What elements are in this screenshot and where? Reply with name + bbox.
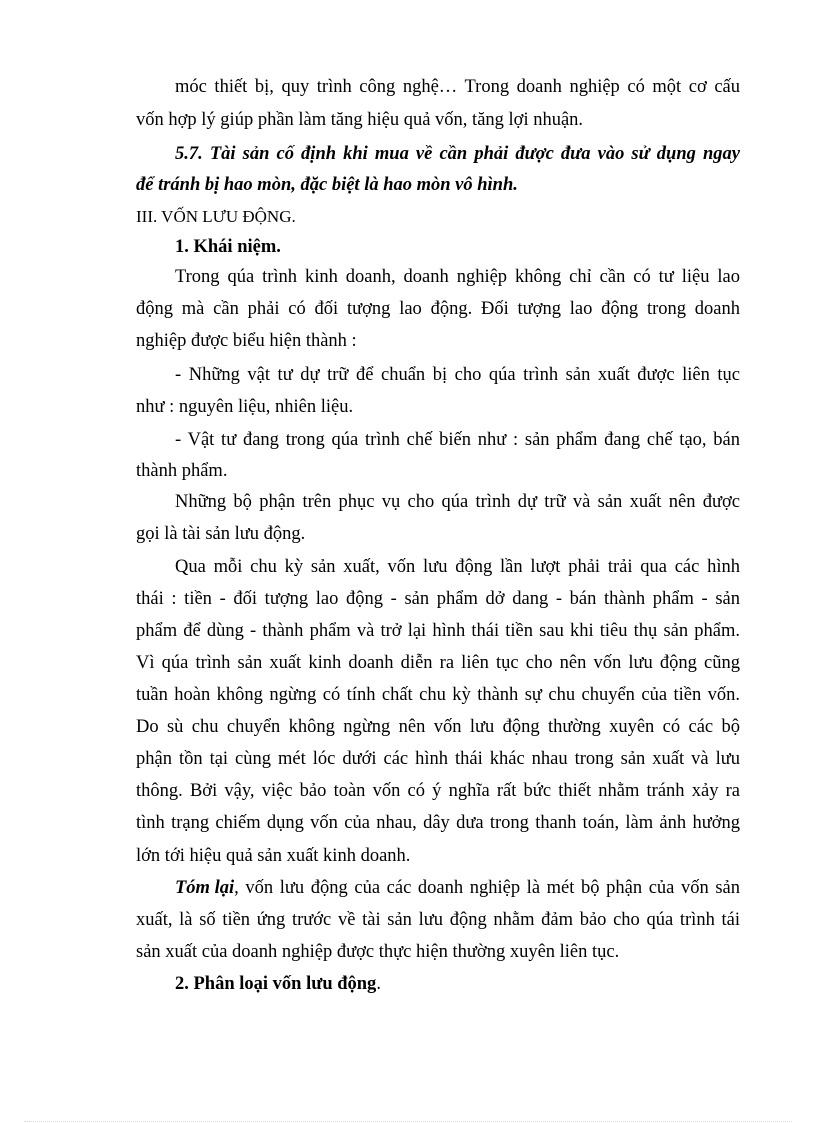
- text-line: Qua mỗi chu kỳ sản xuất, vốn lưu động lần lượt phải trải qua các hình: [175, 557, 740, 577]
- text-line: móc thiết bị, quy trình công nghệ… Trong doanh nghiệp có một cơ cấu: [175, 77, 740, 97]
- text-line: nghiệp được biểu hiện thành :: [136, 331, 357, 351]
- text-line: Do sù chu chuyển không ngừng nên vốn lưu động thường xuyên có các bộ: [136, 717, 740, 737]
- text-line: lớn tới hiệu quả sản xuất kinh doanh.: [136, 846, 411, 866]
- text-line: vốn hợp lý giúp phần làm tăng hiệu quả vốn, tăng lợi nhuận.: [136, 110, 584, 130]
- text-line: Trong qúa trình kinh doanh, doanh nghiệp không chỉ cần có tư liệu lao: [175, 267, 740, 287]
- subheading-period: .: [376, 974, 381, 994]
- text-line: Những bộ phận trên phục vụ cho qúa trình dự trữ và sản xuất nên được: [175, 492, 740, 512]
- text-line: như : nguyên liệu, nhiên liệu.: [136, 397, 354, 417]
- section-heading: III. VỐN LƯU ĐỘNG.: [136, 207, 296, 226]
- text-line: , vốn lưu động của các doanh nghiệp là mét bộ phận của vốn sản: [234, 878, 740, 898]
- heading-5-7-continued: để tránh bị hao mòn, đặc biệt là hao mòn vô hình.: [136, 175, 518, 195]
- text-line: gọi là tài sản lưu động.: [136, 524, 306, 544]
- text-line: thông. Bởi vậy, việc bảo toàn vốn có ý nghĩa rất bức thiết nhằm tránh xảy ra: [136, 781, 740, 801]
- text-line: xuất, là số tiền ứng trước về tài sản lưu động nhằm đảm bảo cho qúa trình tái: [136, 910, 740, 930]
- summary-first-line: [175, 879, 740, 898]
- text-line: sản xuất của doanh nghiệp được thực hiện thường xuyên liên tục.: [136, 942, 620, 962]
- subheading-classification-text: 2. Phân loại vốn lưu động: [175, 974, 377, 994]
- subheading-classification: [175, 975, 381, 994]
- bullet-item: - Những vật tư dự trữ để chuẩn bị cho qúa trình sản xuất được liên tục: [175, 365, 740, 385]
- text-line: phẩm để dùng - thành phẩm và trở lại hình thái tiền sau khi tiêu thụ sản phẩm.: [136, 621, 740, 641]
- text-line: thành phẩm.: [136, 461, 228, 481]
- heading-5-7: 5.7. Tài sản cố định khi mua về cần phải được đưa vào sử dụng ngay: [175, 144, 740, 164]
- subheading-concept: 1. Khái niệm.: [175, 237, 281, 257]
- text-line: thái : tiền - đối tượng lao động - sản phẩm dở dang - bán thành phẩm - sản: [136, 589, 740, 609]
- text-line: Vì qúa trình sản xuất kinh doanh diễn ra liên tục cho nên vốn lưu động cũng: [136, 653, 740, 673]
- text-line: tình trạng chiếm dụng vốn của nhau, dây dưa trong thanh toán, làm ảnh hưởng: [136, 813, 740, 833]
- bullet-item: - Vật tư đang trong qúa trình chế biến như : sản phẩm đang chế tạo, bán: [175, 430, 740, 450]
- text-line: phận tồn tại cùng mét lóc dưới các hình thái khác nhau trong sản xuất và lưu: [136, 749, 740, 769]
- summary-lead: Tóm lại: [175, 878, 235, 898]
- text-line: động mà cần phải có đối tượng lao động. Đối tượng lao động trong doanh: [136, 299, 740, 319]
- page-bottom-divider: [24, 1121, 792, 1122]
- text-line: tuần hoàn không ngừng có tính chất chu kỳ thành sự chu chuyển của tiền vốn.: [136, 685, 740, 705]
